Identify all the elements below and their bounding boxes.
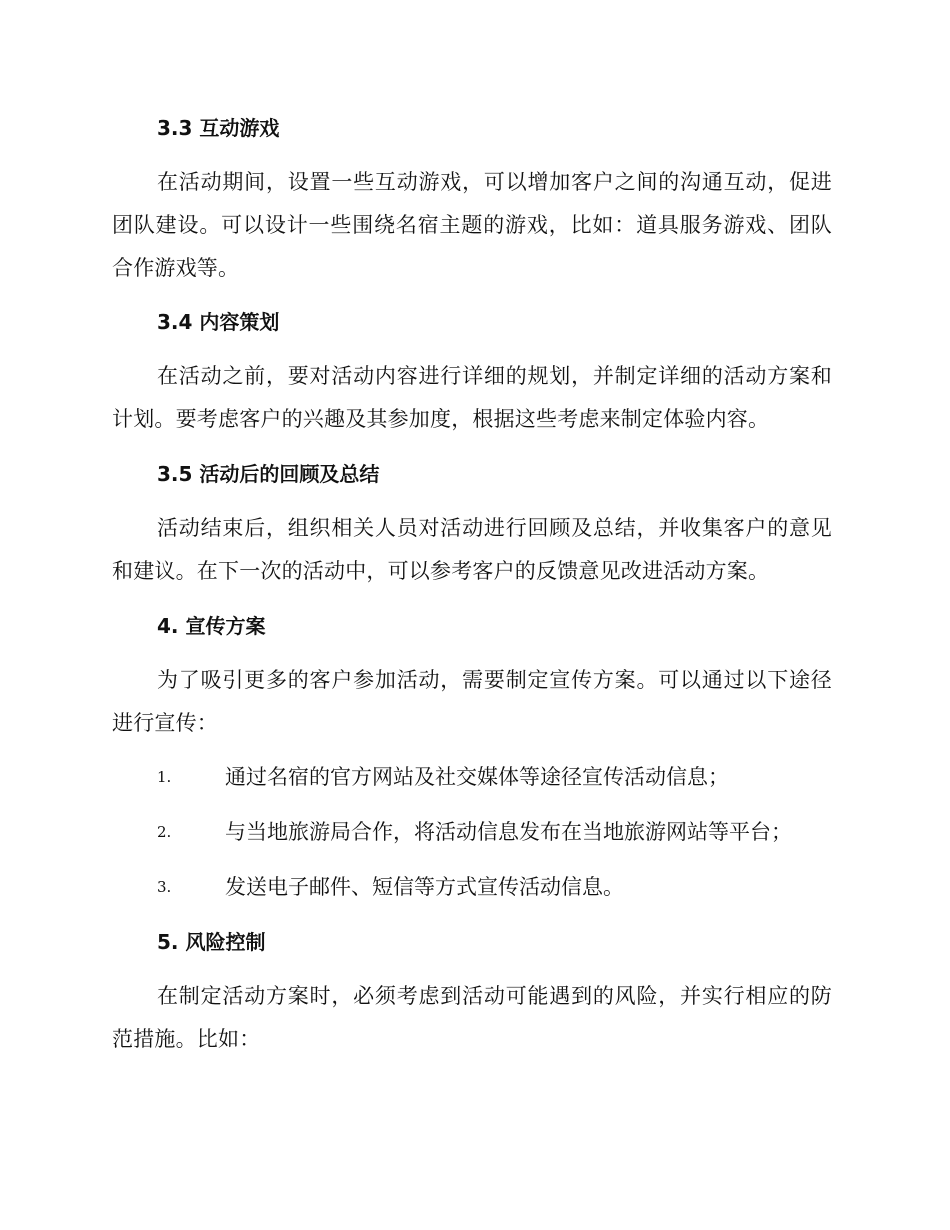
section-paragraph-3-3: 在活动期间，设置一些互动游戏，可以增加客户之间的沟通互动，促进团队建设。可以设计一些围绕名宿主题的游戏，比如：道具服务游戏、团队合作游戏等。 — [112, 170, 832, 280]
list-item — [0, 762, 950, 792]
list-item-number: 1. — [157, 768, 172, 786]
section-paragraph-4: 为了吸引更多的客户参加活动，需要制定宣传方案。可以通过以下途径进行宣传： — [112, 668, 832, 735]
list-item — [0, 872, 950, 902]
list-item-text: 与当地旅游局合作，将活动信息发布在当地旅游网站等平台； — [225, 820, 792, 844]
section-heading-3-5: 3.5 活动后的回顾及总结 — [157, 462, 380, 486]
list-item-number: 2. — [157, 823, 172, 841]
section-paragraph-3-5: 活动结束后，组织相关人员对活动进行回顾及总结，并收集客户的意见和建议。在下一次的活动中，可以参考客户的反馈意见改进活动方案。 — [112, 516, 832, 583]
section-heading-3-4: 3.4 内容策划 — [157, 310, 280, 334]
list-item-text: 发送电子邮件、短信等方式宣传活动信息。 — [225, 875, 624, 899]
list-item — [0, 817, 950, 847]
section-paragraph-5: 在制定活动方案时，必须考虑到活动可能遇到的风险，并实行相应的防范措施。比如： — [112, 984, 832, 1051]
list-item-number: 3. — [157, 878, 172, 896]
section-heading-3-3: 3.3 互动游戏 — [157, 116, 280, 140]
list-item-text: 通过名宿的官方网站及社交媒体等途径宣传活动信息； — [225, 765, 729, 789]
section-heading-5: 5. 风险控制 — [157, 930, 266, 954]
section-heading-4: 4. 宣传方案 — [157, 614, 266, 638]
section-paragraph-3-4: 在活动之前，要对活动内容进行详细的规划，并制定详细的活动方案和计划。要考虑客户的兴趣及其参加度，根据这些考虑来制定体验内容。 — [112, 364, 832, 431]
